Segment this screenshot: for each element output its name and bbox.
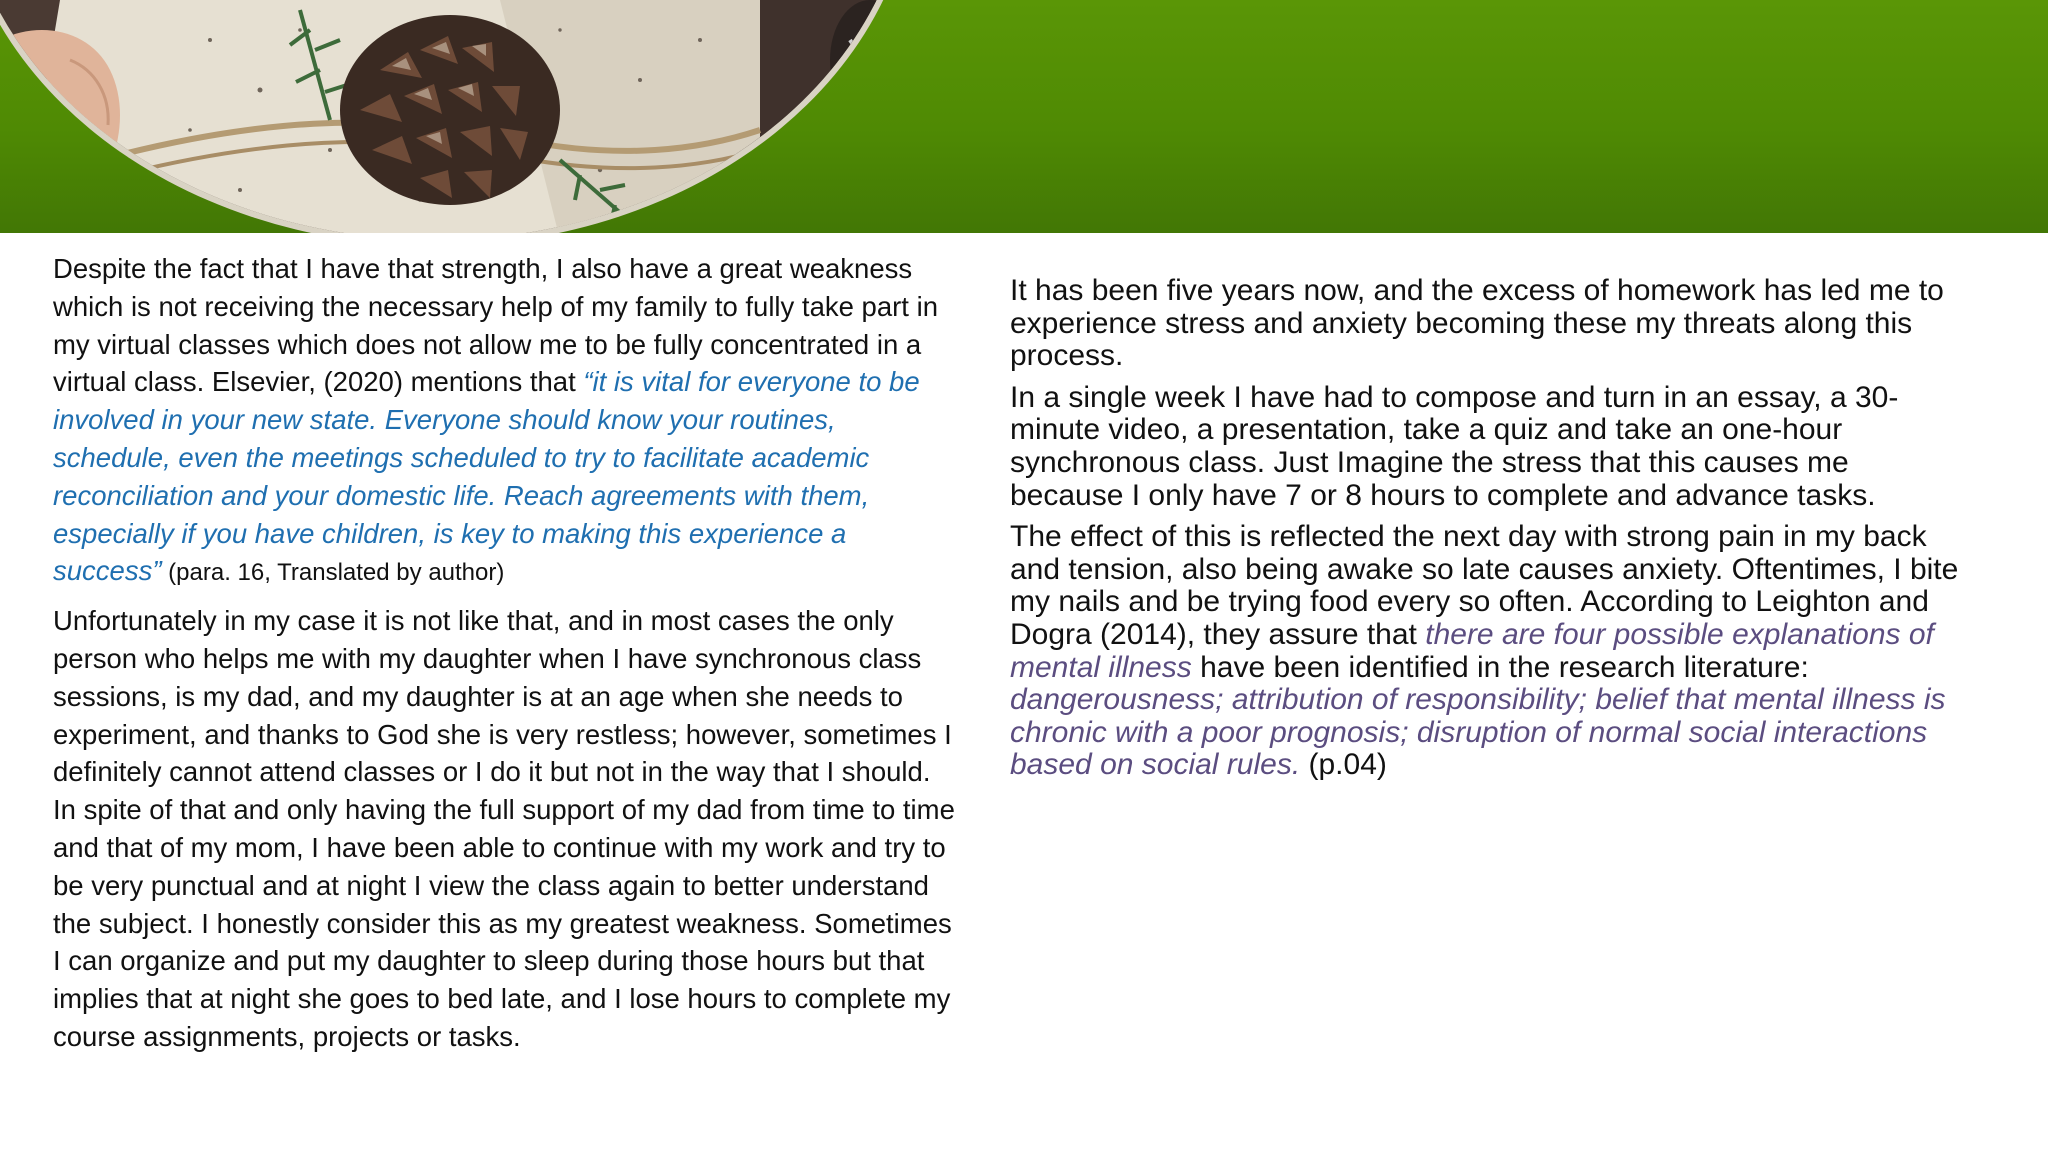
banner-photo (0, 0, 910, 233)
leighton-citation: (p.04) (1300, 748, 1387, 782)
paragraph-effect-text-a: The effect of this is reflected the next day with strong pain in my back and tension, also being awake so late causes anxiety. Oftentimes, I bite my nails and be trying food every so often. According to Leighton and Dogra (2014), they assure that (1010, 520, 1959, 651)
paragraph-effect (1010, 521, 1970, 782)
paragraph-homework: It has been five years now, and the excess of homework has led me to experience stress and anxiety becoming these my threats along this process. (1010, 274, 1944, 373)
header-banner (0, 0, 2048, 233)
paragraph-effect-text-b: have been identified in the research literature: (1191, 650, 1809, 684)
paragraph-weakness-text: Despite the fact that I have that strength, I also have a great weakness which is not receiving the necessary help of my family to fully take part in my virtual classes which does not allow me to be fully concentrated in a virtual class. Elsevier, (2020) mentions that (53, 253, 938, 398)
elsevier-quote: “it is vital for everyone to be involved in your new state. Everyone should know your routines, schedule, even the meetings scheduled to try to facilitate academic reconciliation and your domestic life. Reach agreements with them, especially if you have children, is key to making this experience a success” (53, 366, 920, 587)
elsevier-citation: (para. 16, Translated by author) (161, 559, 505, 587)
pine-cone-gift-photo (0, 0, 910, 233)
leighton-quote-b: dangerousness; attribution of responsibility; belief that mental illness is chronic with a poor prognosis; disruption of normal social interactions based on social rules. (1010, 683, 1946, 782)
paragraph-daughter: Unfortunately in my case it is not like that, and in most cases the only person who helps me with my daughter when I have synchronous class sessions, is my dad, and my daughter is at an age when she needs to experiment, and thanks to God she is very restless; however, sometimes I definitely cannot attend classes or I do it but not in the way that I should. In spite of that and only having the full support of my dad from time to time and that of my mom, I have been able to continue with my work and try to be very punctual and at night I view the class again to better understand the subject. I honestly consider this as my greatest weakness. Sometimes I can organize and put my daughter to sleep during those hours but that implies that at night she goes to bed late, and I lose hours to complete my course assignments, projects or tasks. (53, 605, 955, 1052)
right-text-column (1010, 275, 1970, 791)
left-text-column (53, 250, 958, 1066)
paragraph-weakness (53, 250, 958, 592)
paragraph-week: In a single week I have had to compose and turn in an essay, a 30-minute video, a presentation, take a quiz and take an one-hour synchronous class. Just Imagine the stress that this causes me because I only have 7 or 8 hours to complete and advance tasks. (1010, 380, 1899, 512)
leighton-quote-a: there are four possible explanations of mental illness (1010, 617, 1934, 684)
